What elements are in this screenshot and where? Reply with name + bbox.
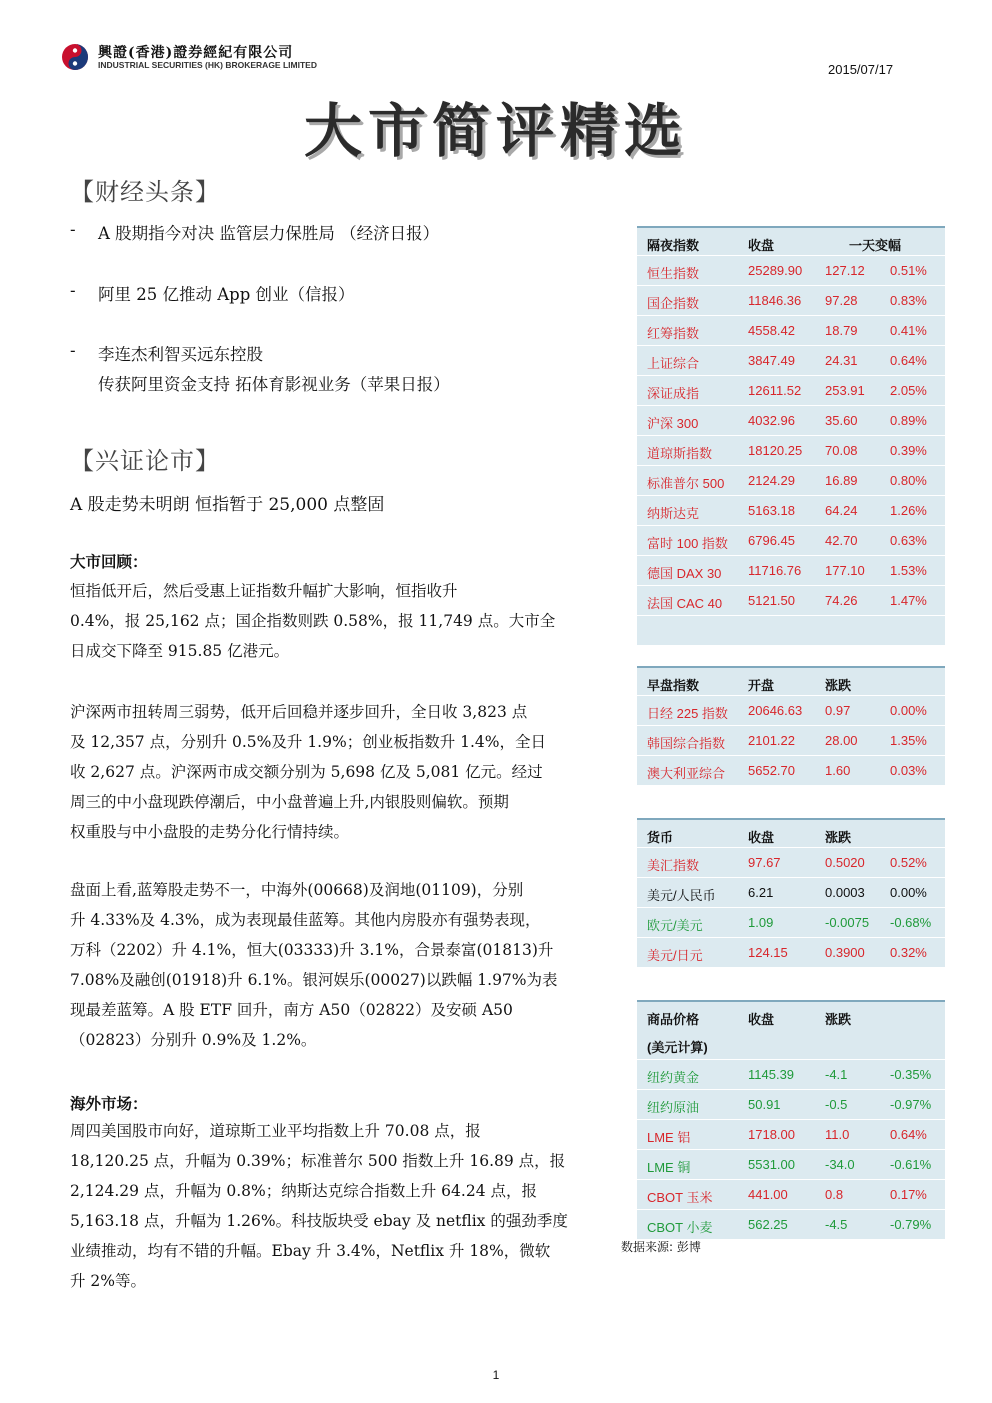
change-value: 0.5020 [825, 855, 865, 870]
commodity-table [637, 1000, 945, 1240]
change-percent: 1.26% [890, 503, 927, 518]
table-row [637, 1180, 945, 1210]
news-item [70, 281, 610, 311]
close-value: 1718.00 [748, 1127, 795, 1142]
table-row [637, 1060, 945, 1090]
header-cell: 收盘 [748, 830, 775, 845]
close-value: 25289.90 [748, 263, 803, 278]
change-percent: -0.61% [890, 1157, 932, 1172]
change-value: 97.28 [825, 293, 858, 308]
close-value: 12611.52 [748, 383, 802, 398]
change-value: 24.31 [825, 353, 858, 368]
text-line: 及 12,357 点，分别升 0.5%及升 1.9%；创业板指数升 1.4%，全日 [70, 733, 547, 751]
change-value: 127.12 [825, 263, 865, 278]
close-value: 441.00 [748, 1187, 788, 1202]
header-cell: 货币 [647, 830, 674, 845]
page-title: 大市简评精选 [303, 97, 688, 165]
change-value: -0.0075 [825, 915, 870, 930]
header-cell: 收盘 [748, 238, 775, 253]
news-item [70, 341, 610, 401]
change-percent: 0.39% [890, 443, 927, 458]
data-source: 数据来源: 彭博 [621, 1240, 701, 1254]
text-line: 日成交下降至 915.85 亿港元。 [70, 642, 290, 660]
change-value: 74.26 [825, 593, 858, 608]
text-line: 权重股与中小盘股的走势分化行情持续。 [70, 823, 350, 841]
instrument-name: 美元/人民币 [647, 888, 716, 903]
change-value: 18.79 [825, 323, 858, 338]
instrument-name: 美元/日元 [647, 948, 703, 963]
change-value: -4.1 [825, 1067, 848, 1082]
header-cell: 早盘指数 [647, 678, 700, 693]
close-value: 20646.63 [748, 703, 803, 718]
header-cell: 隔夜指数 [647, 238, 700, 253]
change-value: 253.91 [825, 383, 865, 398]
change-percent: 1.53% [890, 563, 927, 578]
table-spacer [637, 616, 945, 646]
text-line: 7.08%及融创(01918)升 6.1%。银河娱乐(00027)以跌幅 1.97%为表 [70, 971, 558, 989]
close-value: 124.15 [748, 945, 788, 960]
close-value: 6796.45 [748, 533, 795, 548]
table-row [637, 726, 945, 756]
table-row [637, 1210, 945, 1240]
table-row [637, 556, 945, 586]
instrument-name: 德国 DAX 30 [647, 566, 722, 581]
instrument-name: LME 铜 [647, 1160, 691, 1175]
instrument-name: 法国 CAC 40 [647, 596, 723, 611]
text-line: 收 2,627 点。沪深两市成交额分别为 5,698 亿及 5,081 亿元。经过 [70, 763, 543, 781]
instrument-name: CBOT 玉米 [647, 1190, 713, 1205]
close-value: 11846.36 [748, 293, 802, 308]
close-value: 18120.25 [748, 443, 803, 458]
change-value: 35.60 [825, 413, 858, 428]
bullet-dash: - [70, 220, 76, 239]
change-percent: -0.68% [890, 915, 932, 930]
change-percent: 0.83% [890, 293, 927, 308]
table-row [637, 346, 945, 376]
overnight-index-table [637, 226, 945, 646]
change-percent: 0.17% [890, 1187, 927, 1202]
change-percent: 0.63% [890, 533, 927, 548]
change-value: -4.5 [825, 1217, 848, 1232]
table-row [637, 406, 945, 436]
close-value: 2101.22 [748, 733, 795, 748]
company-name-en: INDUSTRIAL SECURITIES (HK) BROKERAGE LIMITED [98, 60, 317, 70]
table-row [637, 316, 945, 346]
change-value: 1.60 [825, 763, 851, 778]
change-percent: 2.05% [890, 383, 927, 398]
commentary-section-title: 【兴证论市】 [70, 447, 220, 475]
table-row [637, 466, 945, 496]
text-line: 18,120.25 点，升幅为 0.39%；标准普尔 500 指数上升 16.89 点，报 [70, 1152, 566, 1170]
change-percent: 0.51% [890, 263, 927, 278]
change-percent: 0.32% [890, 945, 927, 960]
instrument-name: 道琼斯指数 [647, 446, 713, 461]
instrument-name: 美汇指数 [647, 858, 700, 873]
news-text: 阿里 25 亿推动 App 创业（信报） [98, 285, 355, 304]
change-percent: 0.03% [890, 763, 927, 778]
bullet-dash: - [70, 341, 76, 360]
change-value: 0.8 [825, 1187, 844, 1202]
morning-index-table [637, 666, 945, 786]
news-text: 李连杰利智买远东控股 [98, 345, 263, 364]
paragraph [70, 875, 610, 1055]
text-line: 周三的中小盘现跌停潮后，中小盘普遍上升,内银股则偏软。预期 [70, 793, 509, 811]
close-value: 97.67 [748, 855, 781, 870]
header-cell-sub: (美元计算) [647, 1040, 708, 1055]
company-name-cn: 興證(香港)證券經紀有限公司 [98, 45, 294, 61]
change-value: 28.00 [825, 733, 858, 748]
table-row [637, 1090, 945, 1120]
market-review-title: 大市回顾： [70, 553, 148, 571]
instrument-name: 纽约原油 [647, 1100, 700, 1115]
change-value: 16.89 [825, 473, 858, 488]
paragraph [70, 697, 610, 847]
close-value: 1.09 [748, 915, 774, 930]
change-percent: 0.52% [890, 855, 927, 870]
news-text: A 股期指今对决 监管层力保胜局 （经济日报） [98, 224, 440, 243]
company-logo-icon [60, 42, 90, 72]
instrument-name: 富时 100 指数 [647, 536, 728, 551]
news-item [70, 220, 610, 250]
text-line: 2,124.29 点，升幅为 0.8%；纳斯达克综合指数上升 64.24 点，报 [70, 1182, 537, 1200]
close-value: 5121.50 [748, 593, 795, 608]
text-line: 恒指低开后，然后受惠上证指数升幅扩大影响，恒指收升 [70, 582, 458, 600]
text-line: （02823）分别升 0.9%及 1.2%。 [70, 1031, 317, 1049]
table-row [637, 1150, 945, 1180]
paragraph [70, 1116, 610, 1296]
instrument-name: 上证综合 [647, 356, 700, 371]
table-row [637, 908, 945, 938]
market-data-table [637, 226, 945, 1240]
news-text-line2: 传获阿里资金支持 拓体育影视业务（苹果日报） [98, 375, 450, 394]
text-line: 升 2%等。 [70, 1272, 147, 1290]
instrument-name: CBOT 小麦 [647, 1220, 713, 1235]
header-cell: 商品价格 [647, 1012, 700, 1027]
change-percent: 0.89% [890, 413, 927, 428]
text-line: 周四美国股市向好，道琼斯工业平均指数上升 70.08 点，报 [70, 1122, 481, 1140]
text-line: 5,163.18 点，升幅为 1.26%。科技版块受 ebay 及 netflix 的强劲季度 [70, 1212, 568, 1230]
header-cell: 一天变幅 [849, 238, 902, 253]
text-line: 现最差蓝筹。A 股 ETF 回升，南方 A50（02822）及安硕 A50 [70, 1001, 513, 1019]
instrument-name: 韩国综合指数 [647, 736, 726, 751]
table-row [637, 526, 945, 556]
change-percent: 0.64% [890, 353, 927, 368]
instrument-name: 国企指数 [647, 296, 700, 311]
bullet-dash: - [70, 281, 76, 300]
table-row [637, 756, 945, 786]
header-cell: 涨跌 [825, 830, 852, 845]
table-row [637, 938, 945, 968]
change-percent: -0.79% [890, 1217, 932, 1232]
instrument-name: 日经 225 指数 [647, 706, 728, 721]
text-line: 沪深两市扭转周三弱势，低开后回稳并逐步回升，全日收 3,823 点 [70, 703, 528, 721]
text-line: 盘面上看,蓝筹股走势不一，中海外(00668)及润地(01109)，分别 [70, 881, 524, 899]
change-value: 11.0 [825, 1127, 850, 1142]
text-line: 0.4%，报 25,162 点；国企指数则跌 0.58%，报 11,749 点。大市全 [70, 612, 556, 630]
text-line: 万科（2202）升 4.1%，恒大(03333)升 3.1%，合景泰富(01813)升 [70, 941, 554, 959]
table-row [637, 848, 945, 878]
change-value: -34.0 [825, 1157, 855, 1172]
header-cell: 收盘 [748, 1012, 775, 1027]
table-row [637, 256, 945, 286]
table-header [637, 666, 945, 696]
table-row [637, 586, 945, 616]
instrument-name: 红筹指数 [647, 326, 700, 341]
instrument-name: 纳斯达克 [647, 506, 700, 521]
headlines-section-title: 【财经头条】 [70, 178, 220, 206]
instrument-name: 标准普尔 500 [647, 476, 725, 491]
change-percent: -0.35% [890, 1067, 932, 1082]
change-value: 64.24 [825, 503, 858, 518]
close-value: 4032.96 [748, 413, 795, 428]
change-percent: 0.41% [890, 323, 927, 338]
report-date: 2015/07/17 [828, 62, 894, 77]
close-value: 6.21 [748, 885, 774, 900]
table-row [637, 436, 945, 466]
change-value: 0.0003 [825, 885, 865, 900]
overseas-market-title: 海外市场： [70, 1095, 148, 1113]
close-value: 5652.70 [748, 763, 795, 778]
header-cell: 涨跌 [825, 678, 852, 693]
instrument-name: 澳大利亚综合 [647, 766, 726, 781]
close-value: 562.25 [748, 1217, 788, 1232]
table-header [637, 818, 945, 848]
close-value: 1145.39 [748, 1067, 795, 1082]
change-percent: 0.00% [890, 703, 927, 718]
close-value: 5163.18 [748, 503, 795, 518]
table-row [637, 376, 945, 406]
close-value: 2124.29 [748, 473, 795, 488]
text-line: 业绩推动，均有不错的升幅。Ebay 升 3.4%，Netflix 升 18%，微软 [70, 1242, 551, 1260]
company-logo [60, 40, 360, 74]
instrument-name: 深证成指 [647, 386, 700, 401]
change-value: 42.70 [825, 533, 858, 548]
instrument-name: 恒生指数 [647, 266, 700, 281]
change-percent: 1.35% [890, 733, 927, 748]
change-value: 177.10 [825, 563, 865, 578]
close-value: 3847.49 [748, 353, 795, 368]
header-cell: 开盘 [748, 678, 775, 693]
close-value: 50.91 [748, 1097, 781, 1112]
change-value: -0.5 [825, 1097, 848, 1112]
close-value: 4558.42 [748, 323, 795, 338]
change-value: 70.08 [825, 443, 858, 458]
table-row [637, 286, 945, 316]
change-percent: -0.97% [890, 1097, 932, 1112]
change-percent: 1.47% [890, 593, 927, 608]
change-value: 0.97 [825, 703, 851, 718]
change-value: 0.3900 [825, 945, 865, 960]
table-row [637, 1120, 945, 1150]
change-percent: 0.80% [890, 473, 927, 488]
change-percent: 0.00% [890, 885, 927, 900]
text-line: 升 4.33%及 4.3%，成为表现最佳蓝筹。其他内房股亦有强势表现， [70, 911, 541, 929]
close-value: 11716.76 [748, 563, 802, 578]
instrument-name: 纽约黄金 [647, 1070, 700, 1085]
currency-table [637, 818, 945, 968]
close-value: 5531.00 [748, 1157, 795, 1172]
table-row [637, 878, 945, 908]
change-percent: 0.64% [890, 1127, 927, 1142]
paragraph [70, 576, 610, 666]
table-row [637, 496, 945, 526]
instrument-name: 沪深 300 [647, 416, 699, 431]
instrument-name: LME 铝 [647, 1130, 691, 1145]
table-header [637, 226, 945, 256]
table-row [637, 696, 945, 726]
header-cell: 涨跌 [825, 1012, 852, 1027]
page-number: 1 [492, 1368, 500, 1382]
instrument-name: 欧元/美元 [647, 918, 703, 933]
commentary-headline: A 股走势未明朗 恒指暂于 25,000 点整固 [70, 495, 385, 515]
table-header [637, 1000, 945, 1060]
